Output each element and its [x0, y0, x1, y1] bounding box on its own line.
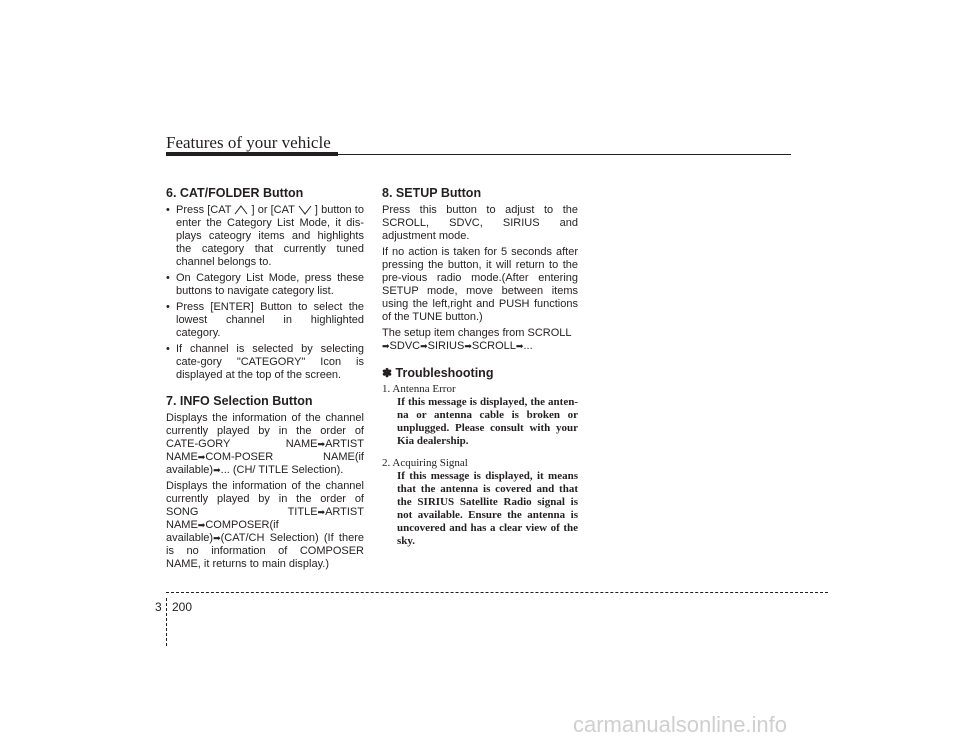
chevron-down-icon	[298, 205, 312, 215]
header-rule-thick	[166, 152, 338, 156]
item-body: If this message is displayed, it means that the antenna is covered and that the SIRIUS Satellite Radio signal is not available. Ensure the antenna is uncovered and has a clear view of the sky.	[397, 470, 578, 547]
footer-rule	[166, 592, 828, 593]
arrow-right-icon: ➡	[197, 452, 206, 462]
section-7-title: 7. INFO Selection Button	[166, 394, 313, 408]
list-item	[166, 204, 364, 269]
section-8-paragraph-2: If no action is taken for 5 seconds after pressing the button, it will return to the pre-vious radio mode.(After entering SETUP mode, move between items using the left,right and PUSH functions of the TUNE button.)	[382, 246, 578, 323]
arrow-right-icon: ➡	[515, 341, 524, 351]
page-number: 200	[172, 600, 193, 614]
bullet-text: Press [CAT	[176, 204, 232, 216]
footer-vertical-rule	[166, 598, 167, 646]
arrow-right-icon: ➡	[317, 507, 326, 517]
asterisk-icon: ✽	[382, 366, 393, 380]
setup-item: SIRIUS	[427, 340, 465, 352]
list-item	[382, 457, 578, 548]
section-8-paragraph-1: Press this button to adjust to the SCROLL, SDVC, SIRIUS and adjustment mode.	[382, 204, 578, 242]
list-item: • If channel is selected by selecting cate-gory "CATEGORY" Icon is displayed at the top of the screen.	[166, 343, 364, 382]
list-item	[382, 383, 578, 448]
arrow-right-icon: ➡	[213, 533, 221, 543]
chapter-number: 3	[155, 600, 162, 614]
page-header-title: Features of your vehicle	[166, 133, 331, 152]
text-run: COM-POSER NAME(if available)	[166, 451, 364, 476]
arrow-right-icon: ➡	[382, 341, 390, 351]
bullet-text: ] button to enter the Category List Mode, it dis-plays cateogry items and highlights the category that currently tuned channel belongs to.	[176, 204, 364, 268]
text-run: Displays the information of the channel currently played by in the order of SONG TITLE	[166, 480, 364, 518]
arrow-right-icon: ➡	[213, 465, 221, 475]
text-run: COMPOSER(if available)	[166, 519, 279, 544]
left-column	[166, 186, 364, 574]
troubleshooting-list	[382, 383, 578, 548]
list-item: • Press [ENTER] Button to select the lowest channel in highlighted category.	[166, 301, 364, 340]
setup-item: SDVC	[389, 340, 421, 352]
section-8-paragraph-3	[382, 327, 578, 353]
section-7-paragraph-2	[166, 480, 364, 571]
arrow-right-icon: ➡	[420, 341, 428, 351]
arrow-right-icon: ➡	[197, 520, 206, 530]
setup-item: SCROLL	[471, 340, 516, 352]
text-run: ARTIST NAME	[166, 506, 364, 531]
troubleshooting-title	[382, 366, 578, 381]
text-run: ARTIST NAME	[166, 438, 364, 463]
section-8-title: 8. SETUP Button	[382, 186, 482, 200]
text-run: ... (CH/ TITLE Selection).	[220, 464, 344, 476]
list-item: • On Category List Mode, press these buttons to navigate category list.	[166, 272, 364, 298]
arrow-right-icon: ➡	[317, 439, 326, 449]
item-heading: 2. Acquiring Signal	[382, 457, 468, 469]
setup-item: ...	[523, 340, 533, 352]
troubleshooting-label: Troubleshooting	[395, 366, 494, 380]
section-6-list	[166, 204, 364, 382]
chevron-up-icon	[234, 205, 248, 215]
right-column	[382, 186, 578, 557]
section-7-paragraph-1	[166, 412, 364, 477]
text-run: (CAT/CH Selection) (If there is no information of COMPOSER NAME, it returns to main display.)	[166, 532, 364, 570]
arrow-right-icon: ➡	[464, 341, 472, 351]
header-rule-thin	[338, 154, 791, 155]
item-body: If this message is displayed, the anten-na or antenna cable is broken or unplugged. Please consult with your Kia dealership.	[397, 396, 578, 447]
item-heading: 1. Antenna Error	[382, 383, 456, 395]
watermark: carmanualsonline.info	[573, 712, 788, 737]
text-run: The setup item changes from SCROLL	[382, 327, 572, 339]
section-6-title: 6. CAT/FOLDER Button	[166, 186, 304, 200]
text-run: Displays the information of the channel currently played by in the order of CATE-GORY NAME	[166, 412, 364, 450]
bullet-text: ] or [CAT	[251, 204, 295, 216]
